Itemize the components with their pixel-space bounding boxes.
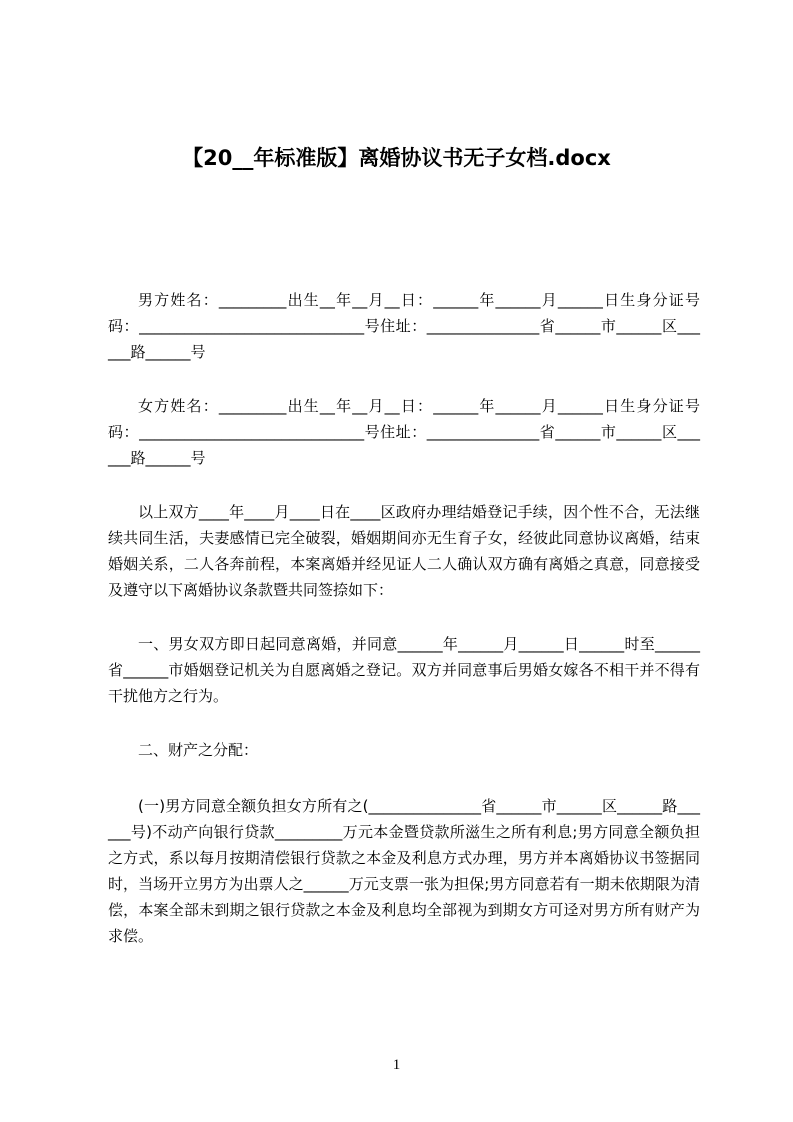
property-division-heading: 二、财产之分配： bbox=[138, 741, 259, 759]
page-number: 1 bbox=[392, 1057, 401, 1073]
property-clause-one: (一)男方同意全额负担女方所有之(_______________省______市______区______路______号)不动产向银行贷款_________万元本金暨贷款所滋生之所有利息;男方同意全额负担之方式，系以每月按期清偿银行贷款之本金及利息方式办理，男方并本离婚协议书签据同时，当场开立男方为出票人之______万元支票一张为担保;男方同意若有一期未依期限为清偿，本案全部未到期之银行贷款之本金及利息均全部视为到期女方可迳对男方所有财产为求偿。 bbox=[108, 797, 700, 945]
document-body bbox=[108, 287, 700, 977]
female-party-info-paragraph: 女方姓名：_________出生__年__月__日：______年______月______日生身分证号码：______________________________号住址：_______________省______市______区______路______号 bbox=[108, 397, 700, 467]
marriage-background-paragraph: 以上双方____年____月____日在____区政府办理结婚登记手续，因个性不合，无法继续共同生活，夫妻感情已完全破裂，婚姻期间亦无生育子女，经彼此同意协议离婚，结束婚姻关系，二人各奔前程，本案离婚并经见证人二人确认双方确有离婚之真意，同意接受及遵守以下离婚协议条款暨共同签捺如下： bbox=[108, 503, 700, 599]
divorce-agreement-clause: 一、男女双方即日起同意离婚，并同意______年______月______日______时至______省______市婚姻登记机关为自愿离婚之登记。双方并同意事后男婚女嫁各不相干并不得有干扰他方之行为。 bbox=[108, 635, 700, 705]
male-party-info-paragraph: 男方姓名：_________出生__年__月__日：______年______月______日生身分证号码：______________________________号住址：_______________省______市______区______路______号 bbox=[108, 291, 700, 361]
document-title: 【20__年标准版】离婚协议书无子女档.docx bbox=[182, 146, 611, 170]
